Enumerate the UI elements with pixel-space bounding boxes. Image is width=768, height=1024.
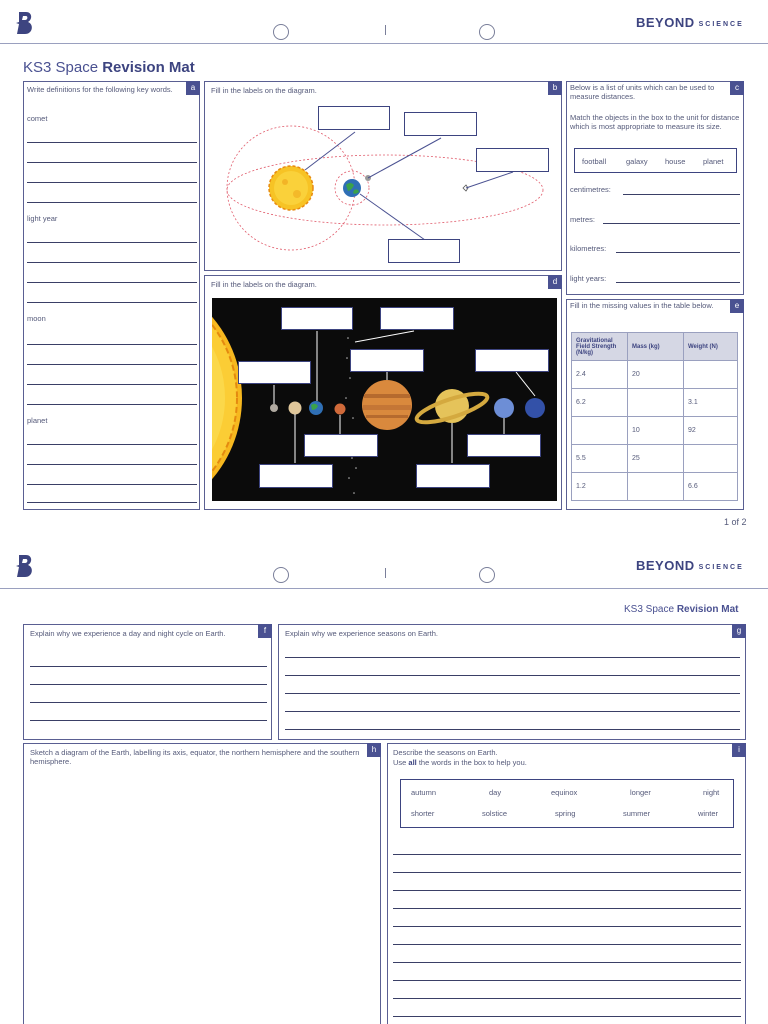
planet-label-box[interactable] — [281, 307, 353, 330]
unit-centimetres: centimetres: — [570, 185, 611, 194]
season-word-box — [400, 779, 734, 828]
answer-line[interactable] — [603, 223, 740, 224]
section-h-instruction: Sketch a diagram of the Earth, labelling its axis, equator, the northern hemisphere and the southern hemisphere. — [30, 748, 360, 767]
section-a-instruction: Write definitions for the following key words. — [27, 85, 173, 94]
section-tag-c: c — [730, 81, 744, 95]
label-answer-box[interactable] — [476, 148, 549, 172]
planet-label-box[interactable] — [304, 434, 378, 457]
section-a-key-words — [23, 81, 200, 510]
answer-line[interactable] — [393, 926, 741, 927]
section-f-instruction: Explain why we experience a day and night cycle on Earth. — [30, 629, 226, 638]
table-row — [572, 473, 738, 501]
answer-line[interactable] — [27, 404, 197, 405]
section-tag-f: f — [258, 624, 272, 638]
answer-line[interactable] — [393, 890, 741, 891]
answer-line[interactable] — [27, 162, 197, 163]
section-i-describe-seasons — [387, 743, 746, 1024]
answer-line[interactable] — [393, 980, 741, 981]
season-word: night — [703, 788, 720, 797]
table-cell: 3.1 — [684, 389, 738, 417]
answer-line[interactable] — [623, 194, 740, 195]
answer-line[interactable] — [30, 720, 267, 721]
brand-name: BEYOND SCIENCE — [636, 558, 744, 573]
object-word: football — [582, 157, 607, 166]
earth-icon — [309, 401, 323, 415]
table-cell-blank[interactable] — [628, 473, 684, 501]
fold-mark — [385, 25, 386, 35]
answer-line[interactable] — [30, 684, 267, 685]
key-word-moon: moon — [27, 314, 46, 323]
season-word: equinox — [551, 788, 578, 797]
section-d-instruction: Fill in the labels on the diagram. — [211, 280, 317, 289]
table-row — [572, 361, 738, 389]
answer-line[interactable] — [27, 384, 197, 385]
gravity-table — [571, 332, 738, 501]
answer-line[interactable] — [393, 872, 741, 873]
section-c-intro: Below is a list of units which can be used to measure distances. — [570, 83, 715, 102]
punch-hole — [479, 24, 495, 40]
section-g-seasons — [278, 624, 746, 740]
section-tag-b: b — [548, 81, 562, 95]
asteroid-belt-icon — [345, 317, 357, 494]
page-number: 1 of 2 — [724, 517, 747, 527]
section-f-day-night — [23, 624, 272, 740]
answer-line[interactable] — [393, 854, 741, 855]
section-tag-d: d — [548, 275, 562, 289]
label-pointer — [305, 132, 355, 170]
section-tag-a: a — [186, 81, 200, 95]
answer-line[interactable] — [27, 484, 197, 485]
neptune-icon — [525, 398, 545, 418]
table-header-row — [572, 333, 738, 361]
answer-line[interactable] — [393, 944, 741, 945]
column-header: Weight (N) — [684, 333, 738, 361]
table-row — [572, 445, 738, 473]
answer-line[interactable] — [27, 282, 197, 283]
section-i-instruction-2: Use all the words in the box to help you. — [393, 758, 527, 767]
answer-line[interactable] — [30, 702, 267, 703]
section-h-sketch-earth[interactable] — [23, 743, 381, 1024]
answer-line[interactable] — [285, 657, 740, 658]
label-answer-box[interactable] — [404, 112, 477, 136]
season-word: winter — [698, 809, 719, 818]
column-header: Mass (kg) — [628, 333, 684, 361]
answer-line[interactable] — [616, 282, 740, 283]
jupiter-icon — [362, 380, 412, 430]
brand-name: BEYOND SCIENCE — [636, 15, 744, 30]
answer-line[interactable] — [27, 344, 197, 345]
punch-hole — [273, 567, 289, 583]
section-tag-h: h — [367, 743, 381, 757]
section-i-instruction: Describe the seasons on Earth. — [393, 748, 498, 757]
table-cell: 2.4 — [572, 361, 628, 389]
object-word: house — [665, 157, 686, 166]
answer-line[interactable] — [285, 711, 740, 712]
page2-title: KS3 Space Revision Mat — [624, 604, 739, 615]
planet-label-box[interactable] — [467, 434, 541, 457]
mercury-icon — [270, 404, 278, 412]
beyond-logo-icon — [14, 553, 36, 579]
table-cell: 10 — [628, 417, 684, 445]
answer-line[interactable] — [27, 202, 197, 203]
beyond-logo-icon — [14, 10, 36, 36]
earth-icon — [343, 179, 361, 197]
unit-light-years: light years: — [570, 274, 607, 283]
column-header: Gravitational Field Strength (N/kg) — [572, 333, 628, 361]
table-cell: 20 — [628, 361, 684, 389]
mars-icon — [335, 404, 346, 415]
answer-line[interactable] — [393, 962, 741, 963]
season-word: shorter — [411, 809, 435, 818]
season-word: longer — [630, 788, 651, 797]
answer-line[interactable] — [27, 242, 197, 243]
answer-line[interactable] — [393, 908, 741, 909]
table-row — [572, 417, 738, 445]
planet-label-box[interactable] — [380, 307, 454, 330]
label-pointer — [368, 138, 441, 178]
section-tag-g: g — [732, 624, 746, 638]
sun-icon — [212, 298, 242, 501]
table-cell-blank[interactable] — [684, 445, 738, 473]
season-word: day — [489, 788, 502, 797]
table-cell: 25 — [628, 445, 684, 473]
answer-line[interactable] — [27, 502, 197, 503]
label-pointer — [466, 172, 513, 188]
section-tag-e: e — [730, 299, 744, 313]
table-cell: 5.5 — [572, 445, 628, 473]
objects-word-box — [574, 148, 737, 173]
section-e-gravity-table — [566, 299, 744, 510]
season-word: spring — [555, 809, 576, 818]
object-word: galaxy — [626, 157, 648, 166]
section-c-instruction: Match the objects in the box to the unit for distance which is most appropriate to measure its size. — [570, 113, 740, 132]
page-title: KS3 Space Revision Mat — [23, 59, 195, 76]
label-answer-box[interactable] — [388, 239, 460, 263]
label-pointer — [516, 372, 535, 396]
section-d-solar-system — [204, 275, 562, 510]
table-row — [572, 389, 738, 417]
fold-mark — [385, 568, 386, 578]
label-pointer — [360, 194, 425, 240]
table-cell: 6.6 — [684, 473, 738, 501]
table-cell-blank[interactable] — [628, 389, 684, 417]
key-word-light-year: light year — [27, 214, 58, 223]
punch-hole — [273, 24, 289, 40]
planet-label-box[interactable] — [475, 349, 549, 372]
answer-line[interactable] — [27, 262, 197, 263]
season-word: autumn — [411, 788, 437, 797]
label-pointer — [355, 331, 414, 342]
answer-line[interactable] — [27, 364, 197, 365]
answer-line[interactable] — [30, 666, 267, 667]
season-word: solstice — [482, 809, 508, 818]
punch-hole — [479, 567, 495, 583]
section-b-orbit-diagram — [204, 81, 562, 271]
planet-label-box[interactable] — [350, 349, 424, 372]
header-divider — [0, 588, 768, 589]
object-word: planet — [703, 157, 724, 166]
table-cell-blank[interactable] — [684, 361, 738, 389]
header-divider — [0, 43, 768, 44]
planet-label-box[interactable] — [416, 464, 490, 488]
answer-line[interactable] — [393, 1016, 741, 1017]
table-cell: 92 — [684, 417, 738, 445]
label-answer-box[interactable] — [318, 106, 390, 130]
key-word-comet: comet — [27, 114, 48, 123]
answer-line[interactable] — [285, 729, 740, 730]
answer-line[interactable] — [27, 302, 197, 303]
section-tag-i: i — [732, 743, 746, 757]
solar-system-image — [212, 298, 557, 501]
sun-icon — [269, 166, 313, 210]
section-c-distance-units — [566, 81, 744, 295]
section-e-instruction: Fill in the missing values in the table below. — [570, 301, 714, 310]
answer-line[interactable] — [285, 675, 740, 676]
planet-label-box[interactable] — [238, 361, 311, 384]
uranus-icon — [494, 398, 514, 418]
section-g-instruction: Explain why we experience seasons on Earth. — [285, 629, 439, 638]
table-cell: 1.2 — [572, 473, 628, 501]
answer-line[interactable] — [27, 464, 197, 465]
answer-line[interactable] — [27, 182, 197, 183]
unit-kilometres: kilometres: — [570, 244, 607, 253]
table-cell: 6.2 — [572, 389, 628, 417]
planet-label-box[interactable] — [259, 464, 333, 488]
season-word: summer — [623, 809, 651, 818]
answer-line[interactable] — [27, 444, 197, 445]
answer-line[interactable] — [393, 998, 741, 999]
answer-line[interactable] — [616, 252, 740, 253]
answer-line[interactable] — [285, 693, 740, 694]
section-b-instruction: Fill in the labels on the diagram. — [211, 86, 317, 95]
saturn-icon — [414, 388, 490, 428]
table-cell-blank[interactable] — [572, 417, 628, 445]
unit-metres: metres: — [570, 215, 596, 224]
answer-line[interactable] — [27, 142, 197, 143]
key-word-planet: planet — [27, 416, 48, 425]
venus-icon — [289, 402, 302, 415]
